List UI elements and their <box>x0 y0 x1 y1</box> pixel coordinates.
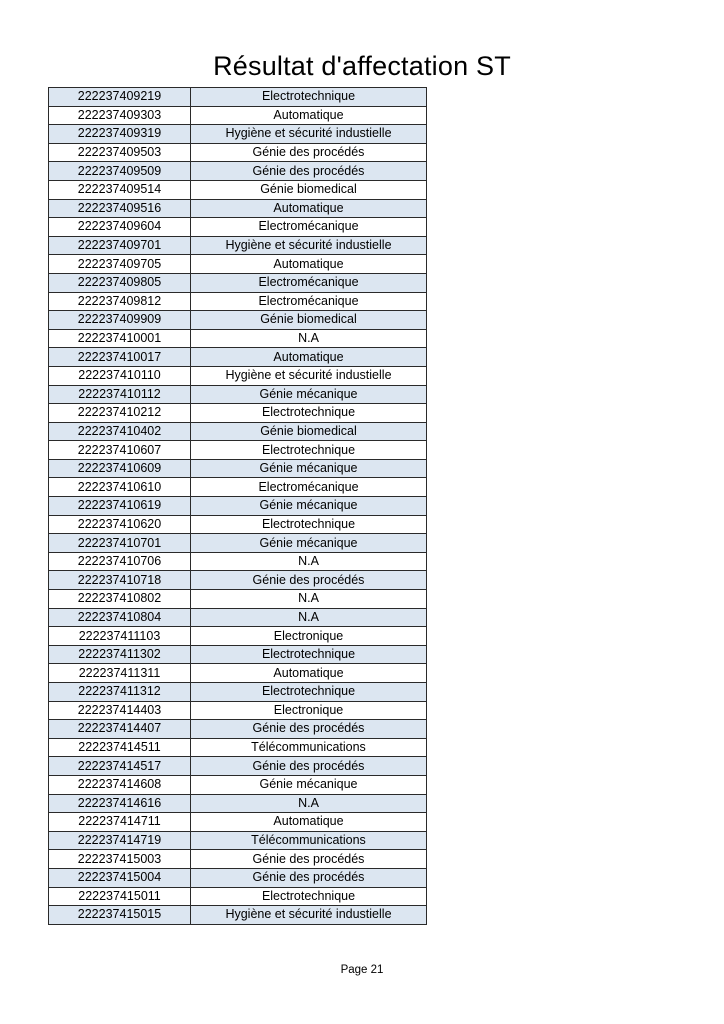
student-id-cell: 222237410706 <box>49 552 191 571</box>
table-row <box>49 441 427 460</box>
specialty-cell: N.A <box>191 608 427 627</box>
student-id-cell: 222237410609 <box>49 459 191 478</box>
table-row <box>49 311 427 330</box>
specialty-cell: Automatique <box>191 348 427 367</box>
specialty-cell: Electromécanique <box>191 273 427 292</box>
student-id-cell: 222237409509 <box>49 162 191 181</box>
specialty-cell: Hygiène et sécurité industielle <box>191 906 427 925</box>
specialty-cell: Automatique <box>191 813 427 832</box>
specialty-cell: Automatique <box>191 664 427 683</box>
table-row <box>49 106 427 125</box>
student-id-cell: 222237409812 <box>49 292 191 311</box>
student-id-cell: 222237409219 <box>49 88 191 107</box>
specialty-cell: Electrotechnique <box>191 404 427 423</box>
table-row <box>49 608 427 627</box>
specialty-cell: N.A <box>191 794 427 813</box>
specialty-cell: Automatique <box>191 199 427 218</box>
page-number: Page 21 <box>340 964 384 976</box>
student-id-cell: 222237411311 <box>49 664 191 683</box>
student-id-cell: 222237409701 <box>49 236 191 255</box>
specialty-cell: Génie mécanique <box>191 497 427 516</box>
student-id-cell: 222237410017 <box>49 348 191 367</box>
table-row <box>49 218 427 237</box>
specialty-cell: Electrotechnique <box>191 645 427 664</box>
student-id-cell: 222237410212 <box>49 404 191 423</box>
student-id-cell: 222237409303 <box>49 106 191 125</box>
student-id-cell: 222237410620 <box>49 515 191 534</box>
table-row <box>49 831 427 850</box>
table-row <box>49 664 427 683</box>
student-id-cell: 222237414403 <box>49 701 191 720</box>
table-row <box>49 329 427 348</box>
student-id-cell: 222237411312 <box>49 683 191 702</box>
student-id-cell: 222237414517 <box>49 757 191 776</box>
table-row <box>49 627 427 646</box>
results-table <box>48 87 427 925</box>
student-id-cell: 222237409514 <box>49 180 191 199</box>
student-id-cell: 222237410804 <box>49 608 191 627</box>
student-id-cell: 222237410402 <box>49 422 191 441</box>
specialty-cell: Génie des procédés <box>191 571 427 590</box>
student-id-cell: 222237409319 <box>49 125 191 144</box>
specialty-cell: Electrotechnique <box>191 515 427 534</box>
table-row <box>49 236 427 255</box>
table-row <box>49 868 427 887</box>
specialty-cell: N.A <box>191 552 427 571</box>
student-id-cell: 222237411103 <box>49 627 191 646</box>
table-row <box>49 552 427 571</box>
student-id-cell: 222237410718 <box>49 571 191 590</box>
table-row <box>49 720 427 739</box>
student-id-cell: 222237410619 <box>49 497 191 516</box>
specialty-cell: Génie des procédés <box>191 143 427 162</box>
specialty-cell: Electrotechnique <box>191 887 427 906</box>
specialty-cell: Génie biomedical <box>191 422 427 441</box>
student-id-cell: 222237410701 <box>49 534 191 553</box>
student-id-cell: 222237410802 <box>49 590 191 609</box>
table-row <box>49 701 427 720</box>
table-row <box>49 88 427 107</box>
specialty-cell: Electrotechnique <box>191 683 427 702</box>
student-id-cell: 222237415011 <box>49 887 191 906</box>
specialty-cell: Hygiène et sécurité industielle <box>191 125 427 144</box>
student-id-cell: 222237414719 <box>49 831 191 850</box>
page-title: Résultat d'affectation ST <box>213 51 511 81</box>
specialty-cell: Electromécanique <box>191 292 427 311</box>
table-row <box>49 180 427 199</box>
table-row <box>49 515 427 534</box>
specialty-cell: Génie biomedical <box>191 311 427 330</box>
results-table-body <box>49 88 427 925</box>
student-id-cell: 222237414511 <box>49 738 191 757</box>
student-id-cell: 222237410001 <box>49 329 191 348</box>
table-row <box>49 738 427 757</box>
specialty-cell: Génie des procédés <box>191 720 427 739</box>
table-row <box>49 794 427 813</box>
table-row <box>49 348 427 367</box>
table-row <box>49 162 427 181</box>
table-row <box>49 292 427 311</box>
table-row <box>49 813 427 832</box>
specialty-cell: N.A <box>191 329 427 348</box>
specialty-cell: Génie mécanique <box>191 459 427 478</box>
student-id-cell: 222237410610 <box>49 478 191 497</box>
table-row <box>49 385 427 404</box>
student-id-cell: 222237411302 <box>49 645 191 664</box>
specialty-cell: Génie des procédés <box>191 757 427 776</box>
specialty-cell: Génie biomedical <box>191 180 427 199</box>
table-row <box>49 366 427 385</box>
student-id-cell: 222237415015 <box>49 906 191 925</box>
table-row <box>49 590 427 609</box>
specialty-cell: Electrotechnique <box>191 88 427 107</box>
student-id-cell: 222237415003 <box>49 850 191 869</box>
student-id-cell: 222237409705 <box>49 255 191 274</box>
student-id-cell: 222237414608 <box>49 775 191 794</box>
student-id-cell: 222237409516 <box>49 199 191 218</box>
specialty-cell: Automatique <box>191 255 427 274</box>
specialty-cell: Génie des procédés <box>191 850 427 869</box>
table-row <box>49 459 427 478</box>
student-id-cell: 222237410607 <box>49 441 191 460</box>
table-row <box>49 497 427 516</box>
table-row <box>49 255 427 274</box>
table-row <box>49 199 427 218</box>
student-id-cell: 222237409604 <box>49 218 191 237</box>
specialty-cell: Génie mécanique <box>191 534 427 553</box>
student-id-cell: 222237414407 <box>49 720 191 739</box>
specialty-cell: Génie mécanique <box>191 775 427 794</box>
table-row <box>49 850 427 869</box>
table-row <box>49 775 427 794</box>
student-id-cell: 222237409909 <box>49 311 191 330</box>
table-row <box>49 645 427 664</box>
student-id-cell: 222237409805 <box>49 273 191 292</box>
specialty-cell: Electromécanique <box>191 478 427 497</box>
specialty-cell: Télécommunications <box>191 738 427 757</box>
specialty-cell: Hygiène et sécurité industielle <box>191 236 427 255</box>
specialty-cell: Génie des procédés <box>191 868 427 887</box>
table-row <box>49 757 427 776</box>
student-id-cell: 222237414616 <box>49 794 191 813</box>
specialty-cell: Télécommunications <box>191 831 427 850</box>
specialty-cell: Génie des procédés <box>191 162 427 181</box>
table-row <box>49 534 427 553</box>
specialty-cell: Electrotechnique <box>191 441 427 460</box>
table-row <box>49 571 427 590</box>
specialty-cell: N.A <box>191 590 427 609</box>
student-id-cell: 222237410110 <box>49 366 191 385</box>
table-row <box>49 478 427 497</box>
student-id-cell: 222237415004 <box>49 868 191 887</box>
specialty-cell: Electromécanique <box>191 218 427 237</box>
specialty-cell: Génie mécanique <box>191 385 427 404</box>
student-id-cell: 222237414711 <box>49 813 191 832</box>
student-id-cell: 222237410112 <box>49 385 191 404</box>
table-row <box>49 906 427 925</box>
table-row <box>49 887 427 906</box>
specialty-cell: Electronique <box>191 701 427 720</box>
specialty-cell: Automatique <box>191 106 427 125</box>
table-row <box>49 125 427 144</box>
student-id-cell: 222237409503 <box>49 143 191 162</box>
table-row <box>49 422 427 441</box>
table-row <box>49 404 427 423</box>
table-row <box>49 143 427 162</box>
specialty-cell: Electronique <box>191 627 427 646</box>
table-row <box>49 273 427 292</box>
specialty-cell: Hygiène et sécurité industielle <box>191 366 427 385</box>
table-row <box>49 683 427 702</box>
